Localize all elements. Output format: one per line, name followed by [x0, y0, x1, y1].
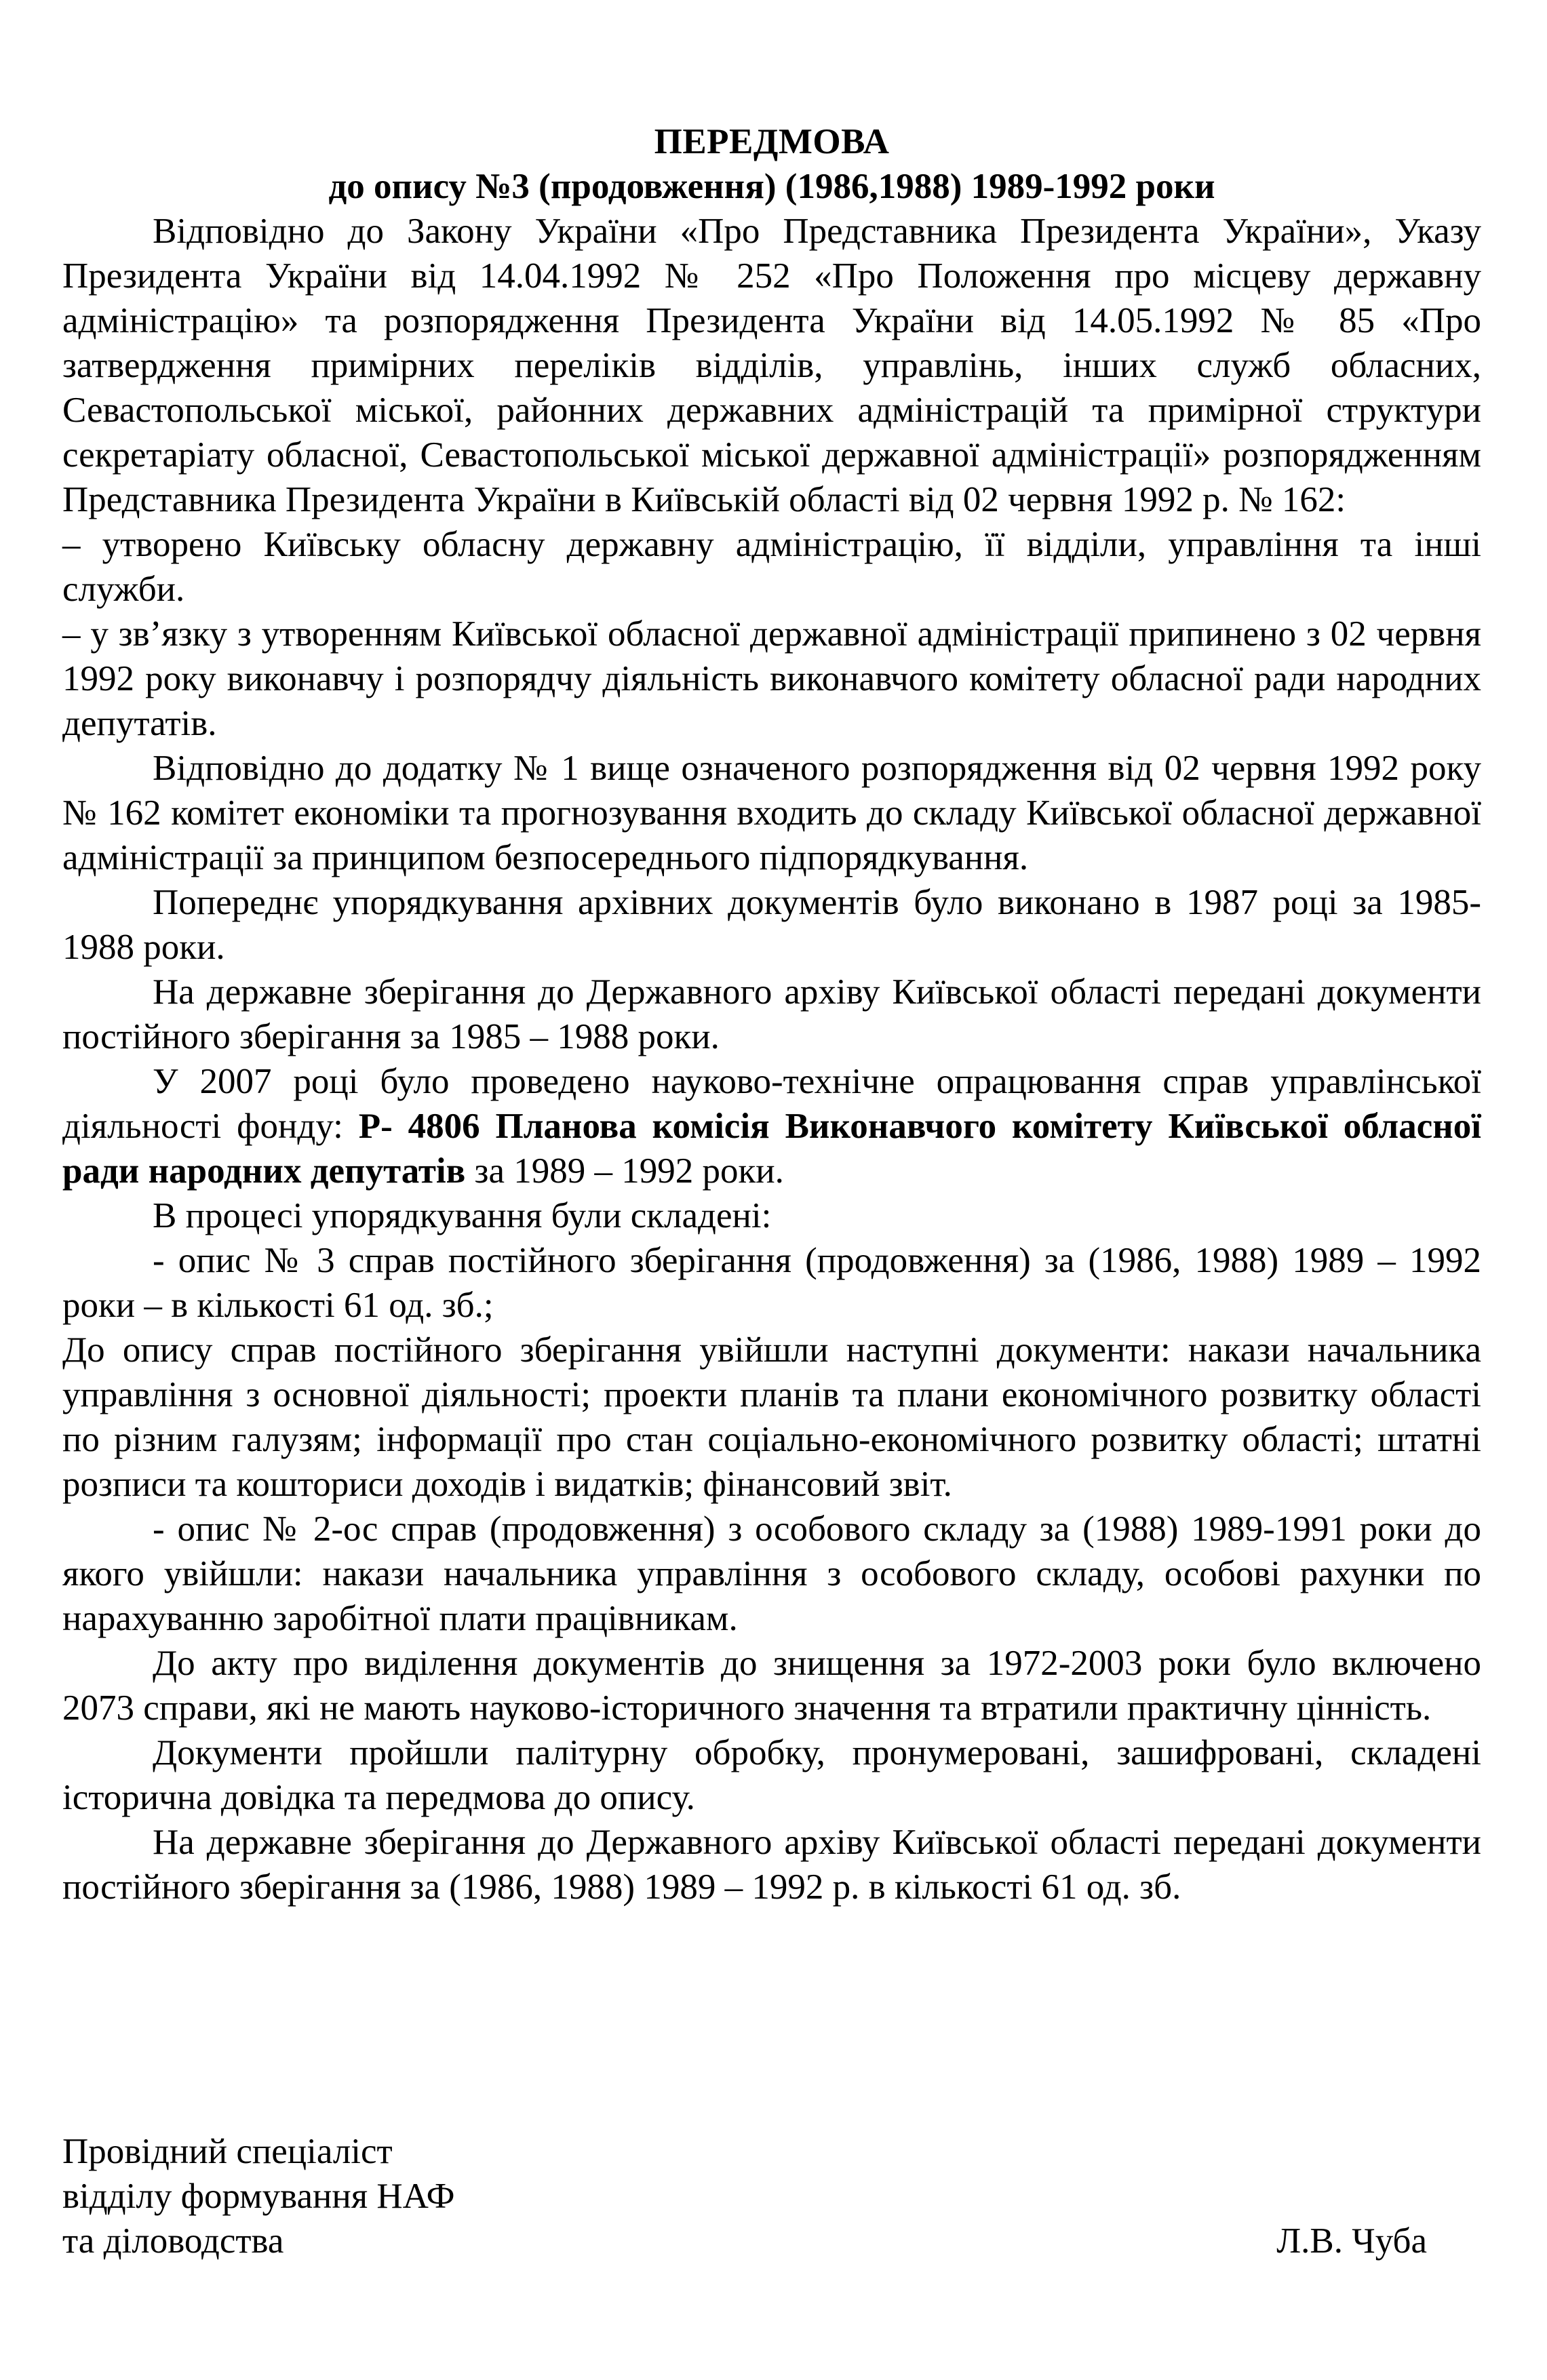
paragraph-created-admin: – утворено Київську обласну державну адміністрацію, її відділи, управління та інші служби. — [62, 525, 1481, 609]
signature-block — [62, 2129, 1481, 2263]
paragraph-transfer-1985-1988: На державне зберігання до Державного архіву Київської області передані документи постійного зберігання за 1985 – 1988 роки. — [62, 972, 1481, 1056]
fund-text-tail: за 1989 – 1992 роки. — [465, 1151, 784, 1191]
signature-last-row — [62, 2219, 1481, 2263]
paragraph-process-intro: В процесі упорядкування були складені: — [153, 1196, 772, 1235]
paragraph-binding: Документи пройшли палітурну обробку, пронумеровані, зашифровані, складені історична довідка та передмова до опису. — [62, 1733, 1481, 1817]
paragraph-terminated-exec: – у зв’язку з утворенням Київської обласної державної адміністрації припинено з 02 червня 1992 року виконавчу і розпорядчу діяльність виконавчого комітету обласної ради народних депутатів. — [62, 614, 1481, 743]
page-subtitle: до опису №3 (продовження) (1986,1988) 1989-1992 роки — [328, 167, 1215, 206]
paragraph-prior-arrangement: Попереднє упорядкування архівних документів було виконано в 1987 році за 1985-1988 роки. — [62, 883, 1481, 967]
signature-role-line-1: Провідний спеціаліст — [62, 2132, 393, 2171]
signature-role-line-3: та діловодства — [62, 2221, 284, 2261]
paragraph-inventory-2os: - опис № 2-ос справ (продовження) з особового складу за (1988) 1989-1991 роки до якого увійшли: накази начальника управління з особового складу, особові рахунки по нарахуванню заробітної плати працівникам. — [62, 1509, 1481, 1638]
signature-name: Л.В. Чуба — [1276, 2221, 1427, 2261]
paragraph-destruction-act: До акту про виділення документів до знищення за 1972-2003 роки було включено 2073 справи, які не мають науково-історичного значення та втратили практичну цінність. — [62, 1644, 1481, 1728]
paragraph-law-basis: Відповідно до Закону України «Про Представника Президента України», Указу Президента України від 14.04.1992 № 252 «Про Положення про місцеву державну адміністрацію» та розпорядження Президента України від 14.05.1992 № 85 «Про затвердження примірних переліків відділів, управлінь, інших служб обласних, Севастопольської міської, районних державних адміністрацій та примірної структури секретаріату обласної, Севастопольської міської державної адміністрації» розпорядженням Представника Президента України в Київській області від 02 червня 1992 р. № 162: — [62, 212, 1481, 519]
page-title: ПЕРЕДМОВА — [654, 122, 890, 161]
fund-designation: Р- 4806 Планова комісія Виконавчого комітету Київської обласної ради народних депутатів — [62, 1107, 1482, 1191]
paragraph-inventory-3: - опис № 3 справ постійного зберігання (продовження) за (1986, 1988) 1989 – 1992 роки – в кількості 61 од. зб.; — [62, 1241, 1481, 1325]
fund-text-lead: У 2007 році було проведено науково-технічне опрацювання справ управлінської діяльності фонду: — [62, 1062, 1481, 1146]
paragraph-final-transfer: На державне зберігання до Державного архіву Київської області передані документи постійного зберігання за (1986, 1988) 1989 – 1992 р. в кількості 61 од. зб. — [62, 1823, 1481, 1907]
paragraph-inventory-3-contents: До опису справ постійного зберігання увійшли наступні документи: накази начальника управління з основної діяльності; проекти планів та плани економічного розвитку області по різним галузям; інформації про стан соціально-економічного розвитку області; штатні розписи та кошториси доходів і видатків; фінансовий звіт. — [62, 1330, 1481, 1504]
paragraph-appendix-1: Відповідно до додатку № 1 вище означеного розпорядження від 02 червня 1992 року № 162 комітет економіки та прогнозування входить до складу Київської обласної державної адміністрації за принципом безпосереднього підпорядкування. — [62, 749, 1481, 877]
signature-role-line-2: відділу формування НАФ — [62, 2177, 455, 2216]
document-body — [62, 119, 1481, 1909]
paragraph-fund-2007 — [62, 1059, 1481, 1193]
